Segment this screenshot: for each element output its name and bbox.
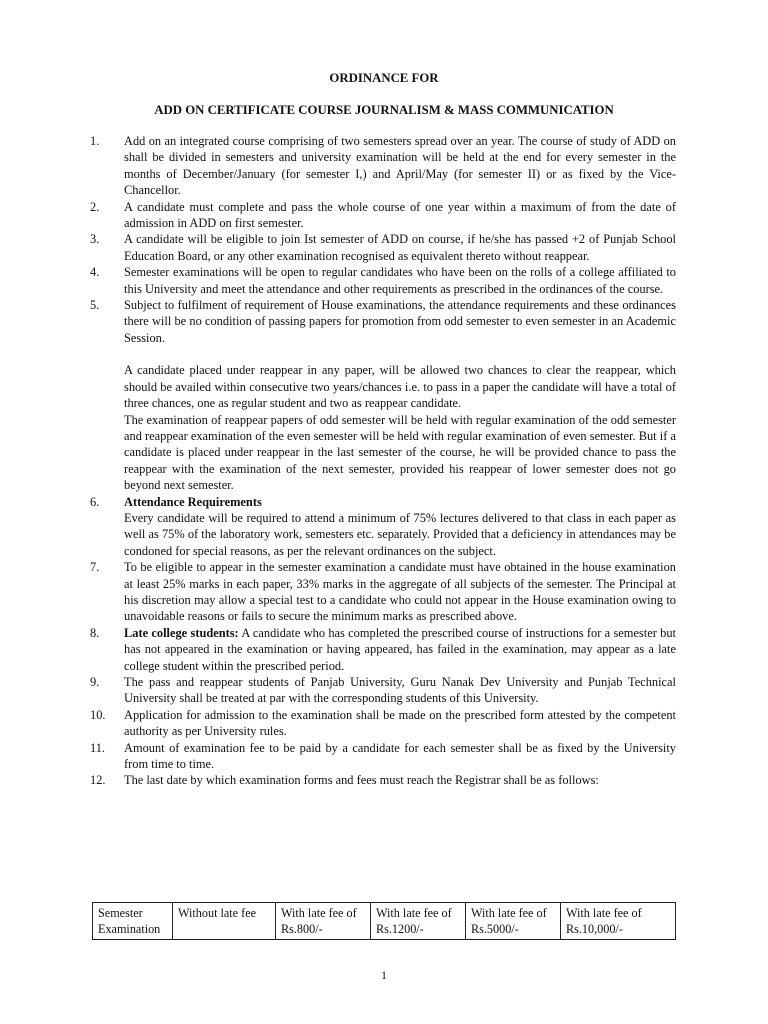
paragraph-gap: [124, 346, 676, 362]
item-number: 9.: [90, 675, 100, 689]
list-item: [88, 494, 676, 560]
item-number: 10.: [90, 707, 106, 722]
list-item: [88, 740, 676, 773]
table-cell: With late fee of Rs.10,000/-: [561, 903, 676, 940]
item-text: The last date by which examination forms and fees must reach the Registrar shall be as follows:: [124, 773, 599, 788]
section-heading: Late college students:: [124, 625, 239, 640]
list-item: [88, 133, 676, 199]
section-heading: Attendance Requirements: [124, 494, 262, 509]
item-text: To be eligible to appear in the semester examination a candidate must have obtained in the house examination at least 25% marks in each paper, 33% marks in the aggregate of all subjects of the semester. The Principal at his discretion may allow a special test to a candidate who could not appear in the House examination owing to unavoidable reasons or fails to secure the minimum marks as prescribed above.: [124, 560, 676, 624]
list-item: [88, 231, 676, 264]
fee-table: [92, 902, 676, 940]
document-subtitle: ADD ON CERTIFICATE COURSE JOURNALISM & MASS COMMUNICATION: [154, 103, 614, 117]
item-paragraph: A candidate placed under reappear in any paper, will be allowed two chances to clear the reappear, which should be availed within consecutive two years/chances i.e. to pass in a paper the candidate will have a total of three chances, one as regular student and two as reappear candidate.: [124, 363, 676, 411]
item-text: Semester examinations will be open to regular candidates who have been on the rolls of a college affiliated to this University and meet the attendance and other requirements as prescribed in the ordinances of the course.: [124, 265, 676, 296]
table-cell: Without late fee: [173, 903, 276, 940]
item-text: Subject to fulfilment of requirement of House examinations, the attendance requirements and these ordinances there will be no condition of passing papers for promotion from odd semester to even semester in an Academic Session.: [124, 298, 676, 345]
item-number: 8.: [90, 625, 100, 640]
item-text: Application for admission to the examination shall be made on the prescribed form attested by the competent authority as per University rules.: [124, 707, 676, 739]
item-number: 12.: [90, 773, 106, 788]
item-text-container: [124, 625, 676, 674]
list-item: [88, 559, 676, 625]
list-item: [88, 674, 676, 707]
list-item: [88, 707, 676, 740]
item-number: 2.: [90, 199, 100, 214]
item-number: 7.: [90, 560, 100, 575]
table-cell: Semester Examination: [93, 903, 173, 940]
item-text: The pass and reappear students of Panjab University, Guru Nanak Dev University and Punjab Technical University shall be treated at par with the corresponding students of this University.: [124, 675, 676, 706]
table-cell: With late fee of Rs.5000/-: [466, 903, 561, 940]
list-item: [88, 772, 676, 788]
item-text: Add on an integrated course comprising of two semesters spread over an year. The course of study of ADD on shall be divided in semesters and university examination will be held at the end for every semester in the months of December/January (for semester I,) and April/May (for semester II) or as fixed by the Vice-Chancellor.: [124, 134, 676, 198]
list-item: [88, 264, 676, 297]
item-number: 6.: [90, 494, 100, 509]
list-item: [88, 625, 676, 674]
item-text: A candidate will be eligible to join Ist semester of ADD on course, if he/she has passed +2 of Punjab School Education Board, or any other examination recognised as equivalent thereto without reappear.: [124, 232, 676, 263]
item-number: 5.: [90, 298, 100, 313]
document-title: ORDINANCE FOR: [329, 71, 439, 85]
item-text: Every candidate will be required to attend a minimum of 75% lectures delivered to that class in each paper as well as 75% of the laboratory work, semesters etc. separately. Provided that a deficiency in attendances may be condoned for special reasons, as per the relevant ordinances on the subject.: [124, 510, 676, 558]
page-number: 1: [381, 968, 387, 982]
item-number: 4.: [90, 265, 100, 280]
item-number: 11.: [90, 740, 106, 755]
table-cell: With late fee of Rs.1200/-: [371, 903, 466, 940]
list-item: [88, 199, 676, 232]
item-number: 3.: [90, 232, 100, 247]
item-text: Amount of examination fee to be paid by a candidate for each semester shall be as fixed by the University from time to time.: [124, 740, 676, 772]
ordinance-list: [88, 133, 676, 789]
item-heading: [124, 494, 676, 510]
item-text: A candidate who has completed the prescribed course of instructions for a semester but has not appeared in the examination or having appeared, has failed in the examination, may appear as a late college student within the prescribed period.: [124, 625, 676, 673]
item-text: A candidate must complete and pass the whole course of one year within a maximum of from the date of admission in ADD on first semester.: [124, 199, 676, 231]
item-number: 1.: [90, 134, 100, 148]
item-paragraph: The examination of reappear papers of odd semester will be held with regular examination of the odd semester and reappear examination of the even semester will be held with regular examination of even semester. But if a candidate is placed under reappear in the last semester of the course, he will be provided chance to pass the reappear with the examination of the next semester, provided his reappear of lower semester does not go beyond next semester.: [124, 412, 676, 493]
list-item: [88, 297, 676, 493]
table-row: [93, 903, 676, 940]
table-cell: With late fee of Rs.800/-: [276, 903, 371, 940]
